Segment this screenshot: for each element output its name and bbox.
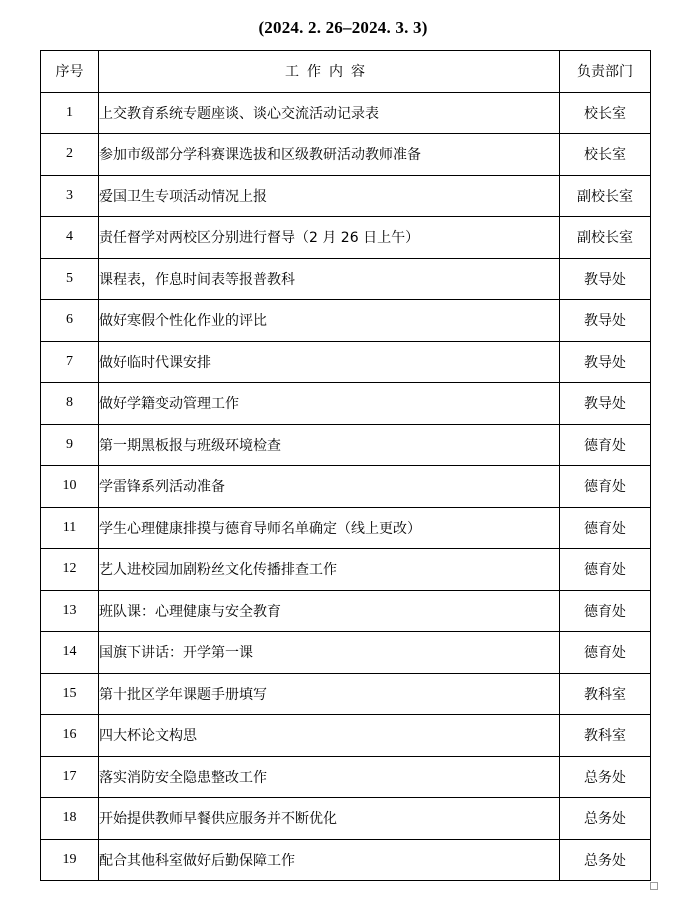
dept-cell: 教科室 xyxy=(560,715,651,757)
table-row xyxy=(41,673,651,715)
header-content: 工作内容 xyxy=(99,51,560,93)
seq-cell: 3 xyxy=(41,175,99,217)
table-row xyxy=(41,300,651,342)
content-cell: 做好临时代课安排 xyxy=(99,341,560,383)
seq-cell: 4 xyxy=(41,217,99,259)
dept-cell: 校长室 xyxy=(560,92,651,134)
seq-cell: 9 xyxy=(41,424,99,466)
table-row xyxy=(41,549,651,591)
table-header-row xyxy=(41,51,651,93)
table-row xyxy=(41,798,651,840)
table-row xyxy=(41,258,651,300)
content-cell: 艺人进校园加剧粉丝文化传播排查工作 xyxy=(99,549,560,591)
dept-cell: 教导处 xyxy=(560,341,651,383)
dept-cell: 德育处 xyxy=(560,424,651,466)
content-cell: 落实消防安全隐患整改工作 xyxy=(99,756,560,798)
seq-cell: 18 xyxy=(41,798,99,840)
content-cell: 四大杯论文构思 xyxy=(99,715,560,757)
content-cell: 爱国卫生专项活动情况上报 xyxy=(99,175,560,217)
table-row xyxy=(41,466,651,508)
seq-cell: 12 xyxy=(41,549,99,591)
seq-cell: 16 xyxy=(41,715,99,757)
table-row xyxy=(41,383,651,425)
dept-cell: 总务处 xyxy=(560,798,651,840)
content-cell: 学生心理健康排摸与德育导师名单确定（线上更改） xyxy=(99,507,560,549)
seq-cell: 10 xyxy=(41,466,99,508)
seq-cell: 11 xyxy=(41,507,99,549)
table-row xyxy=(41,507,651,549)
dept-cell: 德育处 xyxy=(560,549,651,591)
dept-cell: 总务处 xyxy=(560,756,651,798)
seq-cell: 7 xyxy=(41,341,99,383)
seq-cell: 15 xyxy=(41,673,99,715)
content-cell: 第十批区学年课题手册填写 xyxy=(99,673,560,715)
seq-cell: 13 xyxy=(41,590,99,632)
seq-cell: 17 xyxy=(41,756,99,798)
content-cell: 学雷锋系列活动准备 xyxy=(99,466,560,508)
seq-cell: 19 xyxy=(41,839,99,881)
header-dept: 负责部门 xyxy=(560,51,651,93)
seq-cell: 2 xyxy=(41,134,99,176)
content-cell: 班队课：心理健康与安全教育 xyxy=(99,590,560,632)
content-cell: 责任督学对两校区分别进行督导（2 月 26 日上午） xyxy=(99,217,560,259)
table-row xyxy=(41,839,651,881)
dept-cell: 德育处 xyxy=(560,507,651,549)
dept-cell: 总务处 xyxy=(560,839,651,881)
date-range-title: (2024. 2. 26–2024. 3. 3) xyxy=(258,18,428,37)
header-seq: 序号 xyxy=(41,51,99,93)
seq-cell: 1 xyxy=(41,92,99,134)
content-cell: 参加市级部分学科赛课选拔和区级教研活动教师准备 xyxy=(99,134,560,176)
dept-cell: 校长室 xyxy=(560,134,651,176)
dept-cell: 教导处 xyxy=(560,258,651,300)
seq-cell: 8 xyxy=(41,383,99,425)
content-cell: 第一期黑板报与班级环境检查 xyxy=(99,424,560,466)
content-cell: 开始提供教师早餐供应服务并不断优化 xyxy=(99,798,560,840)
table-row xyxy=(41,590,651,632)
table-end-marker xyxy=(650,882,658,890)
content-cell: 做好寒假个性化作业的评比 xyxy=(99,300,560,342)
table-row xyxy=(41,632,651,674)
table-row xyxy=(41,715,651,757)
table-row xyxy=(41,92,651,134)
dept-cell: 教科室 xyxy=(560,673,651,715)
weekly-schedule-table xyxy=(40,50,651,881)
content-cell: 配合其他科室做好后勤保障工作 xyxy=(99,839,560,881)
content-cell: 课程表，作息时间表等报普教科 xyxy=(99,258,560,300)
dept-cell: 副校长室 xyxy=(560,217,651,259)
table-row xyxy=(41,175,651,217)
seq-cell: 5 xyxy=(41,258,99,300)
dept-cell: 德育处 xyxy=(560,590,651,632)
content-cell: 上交教育系统专题座谈、谈心交流活动记录表 xyxy=(99,92,560,134)
table-row xyxy=(41,217,651,259)
seq-cell: 6 xyxy=(41,300,99,342)
dept-cell: 德育处 xyxy=(560,466,651,508)
table-row xyxy=(41,424,651,466)
table-row xyxy=(41,134,651,176)
table-row xyxy=(41,341,651,383)
content-cell: 做好学籍变动管理工作 xyxy=(99,383,560,425)
dept-cell: 德育处 xyxy=(560,632,651,674)
table-row xyxy=(41,756,651,798)
content-cell: 国旗下讲话：开学第一课 xyxy=(99,632,560,674)
dept-cell: 教导处 xyxy=(560,383,651,425)
dept-cell: 副校长室 xyxy=(560,175,651,217)
dept-cell: 教导处 xyxy=(560,300,651,342)
seq-cell: 14 xyxy=(41,632,99,674)
